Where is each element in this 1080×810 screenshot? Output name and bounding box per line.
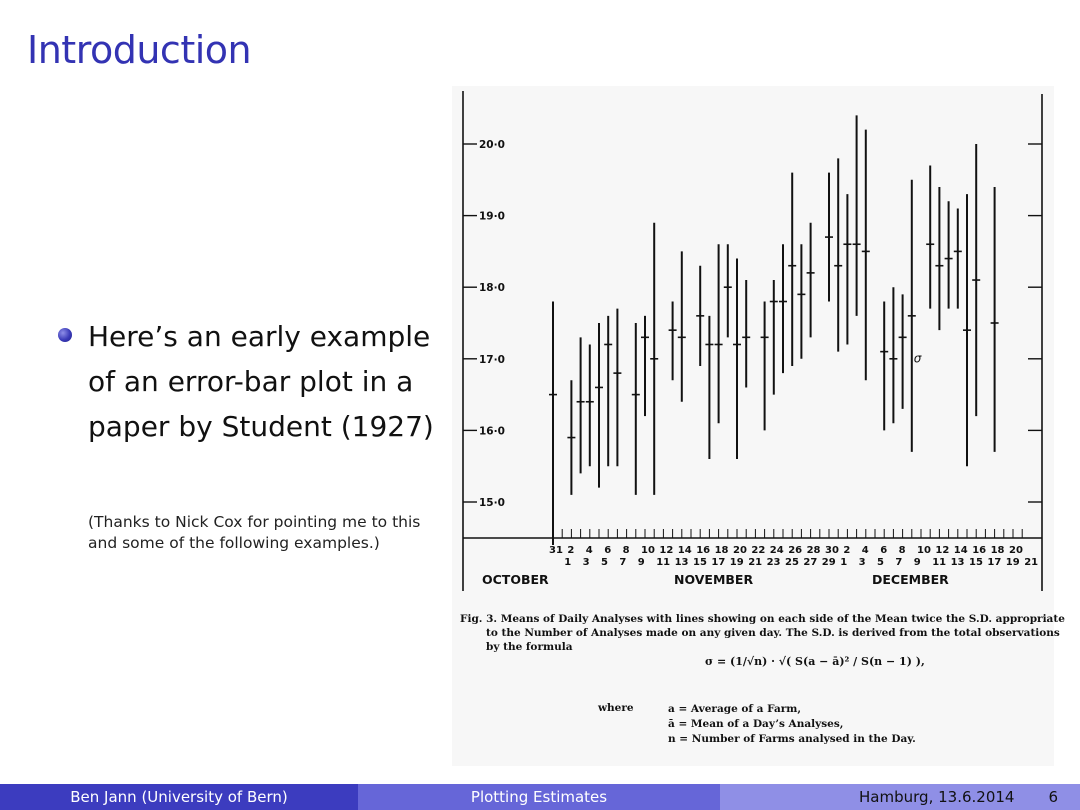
month-label: OCTOBER <box>482 572 549 587</box>
day-label-lower: 21 <box>1024 557 1039 568</box>
day-label-upper: 12 <box>935 545 950 556</box>
day-label-lower: 3 <box>582 557 590 568</box>
day-label-lower: 15 <box>969 557 983 568</box>
bullet-icon <box>58 328 72 342</box>
day-label-upper: 31 <box>549 545 563 556</box>
y-tick-label: 18·0 <box>479 282 505 295</box>
day-label-lower: 3 <box>858 557 866 568</box>
day-label-upper: 6 <box>880 545 888 556</box>
definition-n: n = Number of Farms analysed in the Day. <box>668 733 916 745</box>
day-label-upper: 18 <box>714 545 729 556</box>
day-label-lower: 9 <box>637 557 645 568</box>
day-label-upper: 24 <box>769 545 784 556</box>
footer-talk <box>358 784 720 810</box>
day-label-upper: 8 <box>622 545 630 556</box>
day-label-lower: 27 <box>803 557 818 568</box>
caption-line-3: by the formula <box>486 641 573 653</box>
footer-talk-text: Plotting Estimates <box>470 788 608 806</box>
footer-author <box>0 784 358 810</box>
y-tick-label: 15·0 <box>479 497 505 509</box>
day-label-lower: 19 <box>729 557 744 568</box>
day-label-upper: 26 <box>788 545 803 556</box>
y-tick-label: 19·0 <box>479 210 505 223</box>
footer-bar <box>0 784 1080 810</box>
where-label: where <box>598 702 634 714</box>
day-label-upper: 18 <box>990 545 1005 556</box>
y-tick-label: 17·0 <box>479 353 505 366</box>
day-label-lower: 7 <box>895 557 903 568</box>
page-title: Introduction <box>27 28 252 72</box>
month-label: NOVEMBER <box>674 572 754 587</box>
day-label-lower: 23 <box>766 557 781 568</box>
day-label-lower: 17 <box>711 557 726 568</box>
day-label-lower: 1 <box>840 557 848 568</box>
day-label-upper: 28 <box>806 545 821 556</box>
day-label-upper: 10 <box>641 545 655 556</box>
bullet-text: Here’s an early example of an error-bar plot in a paper by Student (1927) <box>88 320 434 443</box>
day-label-lower: 11 <box>656 557 671 568</box>
y-tick-label: 20·0 <box>479 139 505 151</box>
formula-definitions <box>668 702 916 747</box>
thanks-note: (Thanks to Nick Cox for pointing me to this and some of the following examples.) <box>88 513 421 552</box>
day-label-upper: 22 <box>751 545 766 556</box>
sigma-annotation: σ <box>913 351 922 366</box>
day-label-lower: 1 <box>564 557 572 568</box>
day-label-upper: 20 <box>733 545 747 556</box>
day-label-lower: 5 <box>877 557 884 568</box>
footer-venue-text: Hamburg, 13.6.2014 <box>859 788 1015 806</box>
day-label-upper: 12 <box>659 545 674 556</box>
day-label-lower: 29 <box>821 557 836 568</box>
day-label-upper: 2 <box>567 545 575 556</box>
month-label: DECEMBER <box>872 572 949 587</box>
day-label-upper: 20 <box>1009 545 1023 556</box>
day-label-upper: 16 <box>696 545 711 556</box>
day-label-lower: 13 <box>674 557 689 568</box>
day-label-upper: 16 <box>972 545 987 556</box>
day-label-upper: 30 <box>825 545 839 556</box>
y-tick-label: 16·0 <box>479 425 505 438</box>
definition-a-bar: ā = Mean of a Day’s Analyses, <box>668 718 844 730</box>
footer-venue <box>720 784 1080 810</box>
day-label-lower: 25 <box>785 557 799 568</box>
day-label-lower: 5 <box>601 557 608 568</box>
day-label-lower: 21 <box>748 557 763 568</box>
day-label-upper: 4 <box>585 545 593 556</box>
day-label-upper: 14 <box>953 545 968 556</box>
day-label-upper: 8 <box>898 545 906 556</box>
caption-line-1: Fig. 3. Means of Daily Analyses with lines showing on each side of the Mean twice the S.D. appropriate <box>460 613 1065 625</box>
caption-line-2: to the Number of Analyses made on any given day. The S.D. is derived from the total observations <box>486 627 1060 639</box>
day-label-lower: 19 <box>1005 557 1020 568</box>
sd-formula: σ = (1/√n) · √( S(a − ā)² / S(n − 1) ), <box>705 655 925 668</box>
day-label-upper: 2 <box>843 545 851 556</box>
day-label-lower: 11 <box>932 557 947 568</box>
day-label-lower: 9 <box>913 557 921 568</box>
definition-a: a = Average of a Farm, <box>668 703 802 715</box>
day-label-upper: 4 <box>861 545 869 556</box>
day-label-lower: 17 <box>987 557 1002 568</box>
day-label-upper: 10 <box>917 545 931 556</box>
day-label-lower: 13 <box>950 557 965 568</box>
day-label-lower: 7 <box>619 557 627 568</box>
day-label-upper: 6 <box>604 545 612 556</box>
day-label-upper: 14 <box>677 545 692 556</box>
day-label-lower: 15 <box>693 557 707 568</box>
figure-caption <box>460 612 1065 654</box>
page-number: 6 <box>1048 788 1058 806</box>
footer-author-text: Ben Jann (University of Bern) <box>70 788 288 806</box>
